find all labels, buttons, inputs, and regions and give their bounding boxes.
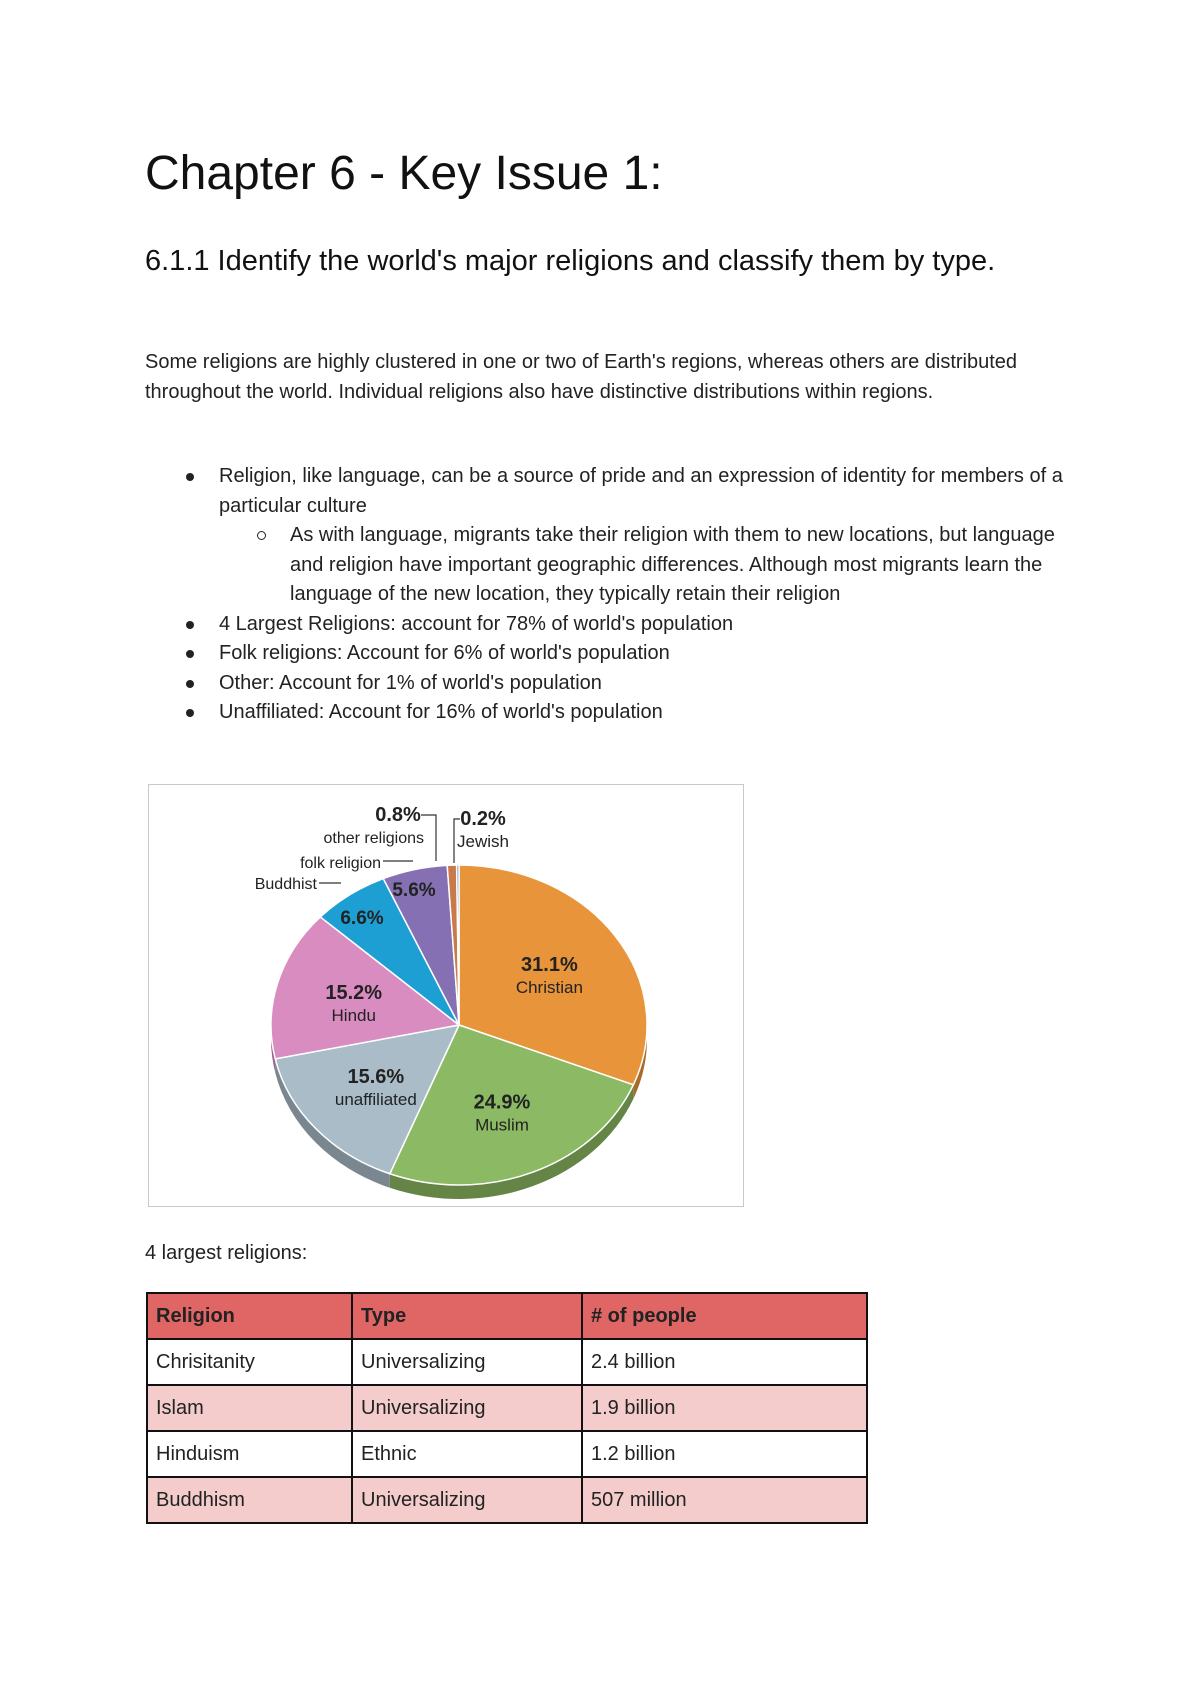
pct-label-unaffiliated: 15.6% (347, 1066, 405, 1089)
intro-paragraph: Some religions are highly clustered in one or two of Earth's regions, whereas others are distributed throughout the world. Individual religions also have distinctive distributions within regions. (145, 351, 1018, 403)
table-cell: Universalizing (352, 1477, 582, 1523)
table-cell: Buddhism (147, 1477, 352, 1523)
slice-label-christian: Christian (515, 978, 583, 998)
pct-label-other-religions: 0.8% (375, 804, 421, 826)
bullet-icon (186, 680, 194, 688)
bullet-text: Folk religions: Account for 6% of world's population (219, 642, 670, 664)
header-cell: Type (352, 1293, 582, 1339)
bullet-item (145, 669, 1065, 699)
table-cell: 2.4 billion (582, 1339, 867, 1385)
slice-label-jewish: Jewish (457, 832, 509, 851)
bullet-text: Other: Account for 1% of world's population (219, 671, 602, 694)
table-row (147, 1339, 867, 1385)
bullet-text: Unaffiliated: Account for 16% of world's population (219, 701, 663, 723)
bullet-icon (186, 650, 194, 658)
hollow-bullet-icon (257, 531, 266, 540)
page-title: Chapter 6 - Key Issue 1: (145, 147, 663, 200)
table-cell: 1.9 billion (582, 1385, 867, 1431)
bullet-item (145, 610, 1065, 640)
table-cell: Ethnic (352, 1431, 582, 1477)
table-row (147, 1385, 867, 1431)
table-cell: Universalizing (352, 1385, 582, 1431)
religions-table (146, 1292, 868, 1524)
slice-label-hindu: Hindu (331, 1005, 376, 1025)
sub-bullet-item (145, 521, 1065, 610)
bullet-item (145, 639, 1065, 669)
section-heading: 6.1.1 Identify the world's major religions and classify them by type. (145, 245, 996, 277)
bullet-icon (186, 621, 194, 629)
slice-label-muslim: Muslim (475, 1115, 529, 1135)
table-cell: 1.2 billion (582, 1431, 867, 1477)
table-header-row (147, 1293, 867, 1339)
bullet-item (145, 462, 1065, 521)
bullet-text: Religion, like language, can be a source of pride and an expression of identity for members of a particular culture (219, 465, 1063, 517)
sub-bullet-text: As with language, migrants take their religion with them to new locations, but language and religion have important geographic differences. Although most migrants learn the language of the new location, they typically retain their religion (290, 524, 1055, 605)
pct-label-buddhist: 6.6% (340, 908, 384, 929)
pct-label-christian: 31.1% (521, 954, 578, 977)
bullet-icon (186, 473, 194, 481)
slice-label-unaffiliated: unaffiliated (334, 1090, 417, 1110)
pct-label-folk-religion: 5.6% (392, 880, 436, 901)
slice-label-other-religions: other religions (323, 830, 424, 847)
table-cell: Islam (147, 1385, 352, 1431)
table-cell: Universalizing (352, 1339, 582, 1385)
slice-label-folk-religion: folk religion (300, 855, 381, 872)
slice-label-buddhist: Buddhist (254, 876, 317, 893)
table-row (147, 1431, 867, 1477)
table-caption: 4 largest religions: (145, 1242, 308, 1264)
bullet-list (145, 462, 1065, 728)
table-cell: 507 million (582, 1477, 867, 1523)
header-cell: # of people (582, 1293, 867, 1339)
table-cell: Hinduism (147, 1431, 352, 1477)
pct-label-jewish: 0.2% (460, 808, 506, 830)
pct-label-muslim: 24.9% (473, 1091, 531, 1114)
header-cell: Religion (147, 1293, 352, 1339)
table-cell: Chrisitanity (147, 1339, 352, 1385)
pie-chart-figure (148, 784, 744, 1207)
religion-pie-chart (149, 785, 743, 1206)
bullet-text: 4 Largest Religions: account for 78% of world's population (219, 612, 734, 635)
bullet-item (145, 698, 1065, 728)
pct-label-hindu: 15.2% (325, 981, 383, 1004)
table-row (147, 1477, 867, 1523)
bullet-icon (186, 709, 194, 717)
